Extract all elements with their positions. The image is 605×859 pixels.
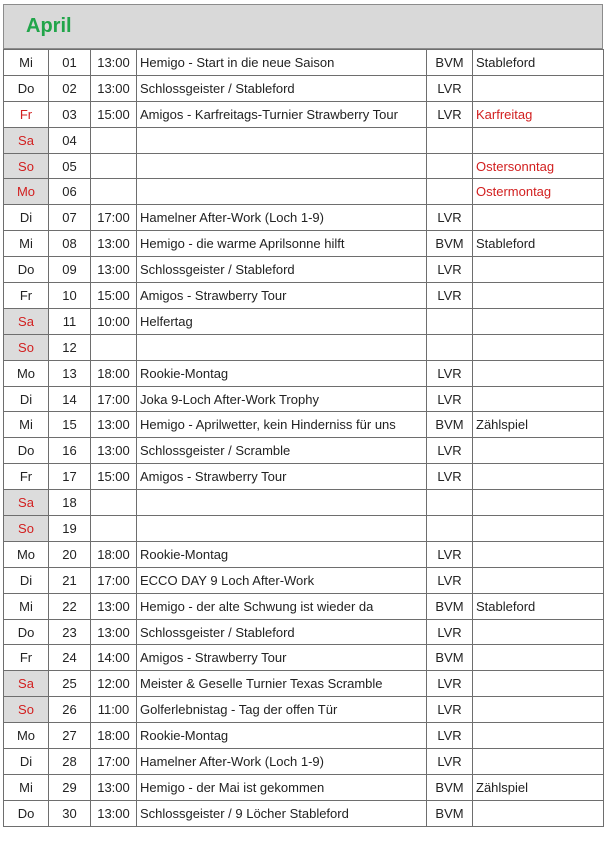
organizer-cell: BVM	[427, 593, 473, 619]
time-cell: 14:00	[91, 645, 137, 671]
note-cell	[473, 205, 604, 231]
event-cell: Rookie-Montag	[137, 723, 427, 749]
table-row	[4, 516, 604, 542]
date-cell: 06	[49, 179, 91, 205]
note-cell: Stableford	[473, 50, 604, 76]
time-cell: 17:00	[91, 386, 137, 412]
event-cell	[137, 127, 427, 153]
events-table	[3, 49, 604, 827]
date-cell: 05	[49, 153, 91, 179]
event-cell: Joka 9-Loch After-Work Trophy	[137, 386, 427, 412]
note-cell	[473, 516, 604, 542]
day-cell: Sa	[4, 490, 49, 516]
table-row	[4, 75, 604, 101]
table-row	[4, 645, 604, 671]
event-cell: Rookie-Montag	[137, 541, 427, 567]
date-cell: 04	[49, 127, 91, 153]
event-cell: Schlossgeister / 9 Löcher Stableford	[137, 800, 427, 826]
event-cell: Hamelner After-Work (Loch 1-9)	[137, 749, 427, 775]
organizer-cell: LVR	[427, 464, 473, 490]
date-cell: 27	[49, 723, 91, 749]
organizer-cell: LVR	[427, 205, 473, 231]
note-cell: Zählspiel	[473, 774, 604, 800]
organizer-cell	[427, 179, 473, 205]
date-cell: 28	[49, 749, 91, 775]
note-cell	[473, 645, 604, 671]
time-cell: 10:00	[91, 308, 137, 334]
note-cell	[473, 619, 604, 645]
organizer-cell: LVR	[427, 75, 473, 101]
note-cell: Zählspiel	[473, 412, 604, 438]
organizer-cell: LVR	[427, 749, 473, 775]
time-cell: 13:00	[91, 257, 137, 283]
time-cell	[91, 516, 137, 542]
event-cell: Rookie-Montag	[137, 360, 427, 386]
date-cell: 03	[49, 101, 91, 127]
date-cell: 22	[49, 593, 91, 619]
day-cell: Mo	[4, 360, 49, 386]
note-cell: Karfreitag	[473, 101, 604, 127]
table-row	[4, 386, 604, 412]
day-cell: Di	[4, 567, 49, 593]
date-cell: 21	[49, 567, 91, 593]
day-cell: Mi	[4, 231, 49, 257]
table-row	[4, 127, 604, 153]
time-cell: 13:00	[91, 75, 137, 101]
note-cell	[473, 438, 604, 464]
time-cell: 15:00	[91, 101, 137, 127]
day-cell: Fr	[4, 464, 49, 490]
note-cell	[473, 334, 604, 360]
table-row	[4, 231, 604, 257]
day-cell: Mo	[4, 723, 49, 749]
date-cell: 24	[49, 645, 91, 671]
event-cell: Schlossgeister / Stableford	[137, 619, 427, 645]
event-cell: Hemigo - der alte Schwung ist wieder da	[137, 593, 427, 619]
date-cell: 29	[49, 774, 91, 800]
organizer-cell: LVR	[427, 671, 473, 697]
date-cell: 25	[49, 671, 91, 697]
table-row	[4, 50, 604, 76]
organizer-cell: LVR	[427, 360, 473, 386]
note-cell	[473, 567, 604, 593]
note-cell	[473, 386, 604, 412]
organizer-cell: LVR	[427, 283, 473, 309]
date-cell: 26	[49, 697, 91, 723]
event-cell	[137, 516, 427, 542]
time-cell: 13:00	[91, 800, 137, 826]
event-cell: Meister & Geselle Turnier Texas Scramble	[137, 671, 427, 697]
event-cell: Hemigo - der Mai ist gekommen	[137, 774, 427, 800]
table-row	[4, 153, 604, 179]
day-cell: Sa	[4, 308, 49, 334]
table-row	[4, 774, 604, 800]
organizer-cell: LVR	[427, 567, 473, 593]
event-cell: Schlossgeister / Stableford	[137, 75, 427, 101]
date-cell: 11	[49, 308, 91, 334]
time-cell: 13:00	[91, 438, 137, 464]
table-row	[4, 490, 604, 516]
day-cell: Sa	[4, 671, 49, 697]
organizer-cell: BVM	[427, 231, 473, 257]
date-cell: 10	[49, 283, 91, 309]
event-cell: Hamelner After-Work (Loch 1-9)	[137, 205, 427, 231]
day-cell: Mi	[4, 412, 49, 438]
date-cell: 17	[49, 464, 91, 490]
date-cell: 13	[49, 360, 91, 386]
organizer-cell: BVM	[427, 412, 473, 438]
month-title: April	[26, 15, 72, 37]
day-cell: Mo	[4, 541, 49, 567]
day-cell: So	[4, 334, 49, 360]
date-cell: 18	[49, 490, 91, 516]
time-cell: 11:00	[91, 697, 137, 723]
note-cell	[473, 360, 604, 386]
day-cell: Fr	[4, 645, 49, 671]
event-cell	[137, 334, 427, 360]
note-cell: Stableford	[473, 231, 604, 257]
time-cell	[91, 490, 137, 516]
event-cell: Amigos - Strawberry Tour	[137, 645, 427, 671]
event-cell: Amigos - Karfreitags-Turnier Strawberry Tour	[137, 101, 427, 127]
day-cell: Do	[4, 800, 49, 826]
organizer-cell: BVM	[427, 774, 473, 800]
note-cell: Stableford	[473, 593, 604, 619]
table-row	[4, 697, 604, 723]
time-cell: 15:00	[91, 283, 137, 309]
table-row	[4, 541, 604, 567]
date-cell: 07	[49, 205, 91, 231]
day-cell: Do	[4, 438, 49, 464]
date-cell: 08	[49, 231, 91, 257]
organizer-cell	[427, 308, 473, 334]
organizer-cell: BVM	[427, 800, 473, 826]
time-cell: 15:00	[91, 464, 137, 490]
date-cell: 12	[49, 334, 91, 360]
organizer-cell: BVM	[427, 645, 473, 671]
time-cell: 18:00	[91, 541, 137, 567]
event-cell: Golferlebnistag - Tag der offen Tür	[137, 697, 427, 723]
time-cell: 13:00	[91, 412, 137, 438]
time-cell: 18:00	[91, 723, 137, 749]
table-row	[4, 308, 604, 334]
time-cell	[91, 179, 137, 205]
day-cell: Mo	[4, 179, 49, 205]
note-cell	[473, 723, 604, 749]
day-cell: Di	[4, 205, 49, 231]
note-cell	[473, 697, 604, 723]
day-cell: Do	[4, 75, 49, 101]
time-cell	[91, 153, 137, 179]
table-row	[4, 334, 604, 360]
organizer-cell: LVR	[427, 257, 473, 283]
date-cell: 09	[49, 257, 91, 283]
note-cell	[473, 671, 604, 697]
table-row	[4, 360, 604, 386]
time-cell	[91, 334, 137, 360]
date-cell: 14	[49, 386, 91, 412]
note-cell	[473, 257, 604, 283]
organizer-cell	[427, 334, 473, 360]
time-cell: 12:00	[91, 671, 137, 697]
note-cell	[473, 283, 604, 309]
organizer-cell: BVM	[427, 50, 473, 76]
table-row	[4, 723, 604, 749]
note-cell	[473, 490, 604, 516]
day-cell: Sa	[4, 127, 49, 153]
event-cell: Hemigo - Start in die neue Saison	[137, 50, 427, 76]
event-cell: Hemigo - die warme Aprilsonne hilft	[137, 231, 427, 257]
day-cell: So	[4, 153, 49, 179]
note-cell: Ostersonntag	[473, 153, 604, 179]
date-cell: 20	[49, 541, 91, 567]
date-cell: 01	[49, 50, 91, 76]
day-cell: So	[4, 697, 49, 723]
event-cell: Schlossgeister / Scramble	[137, 438, 427, 464]
time-cell: 13:00	[91, 231, 137, 257]
event-cell: Helfertag	[137, 308, 427, 334]
time-cell: 13:00	[91, 774, 137, 800]
table-row	[4, 101, 604, 127]
organizer-cell: LVR	[427, 619, 473, 645]
day-cell: Mi	[4, 774, 49, 800]
organizer-cell: LVR	[427, 697, 473, 723]
time-cell: 18:00	[91, 360, 137, 386]
day-cell: Fr	[4, 101, 49, 127]
table-row	[4, 438, 604, 464]
note-cell	[473, 749, 604, 775]
table-row	[4, 593, 604, 619]
table-row	[4, 179, 604, 205]
organizer-cell: LVR	[427, 541, 473, 567]
table-row	[4, 749, 604, 775]
day-cell: Do	[4, 619, 49, 645]
event-cell: ECCO DAY 9 Loch After-Work	[137, 567, 427, 593]
event-cell: Hemigo - Aprilwetter, kein Hinderniss für uns	[137, 412, 427, 438]
organizer-cell: LVR	[427, 101, 473, 127]
note-cell	[473, 800, 604, 826]
table-row	[4, 800, 604, 826]
organizer-cell	[427, 153, 473, 179]
table-row	[4, 671, 604, 697]
table-row	[4, 205, 604, 231]
organizer-cell: LVR	[427, 723, 473, 749]
day-cell: Do	[4, 257, 49, 283]
date-cell: 16	[49, 438, 91, 464]
organizer-cell	[427, 127, 473, 153]
table-row	[4, 283, 604, 309]
time-cell: 17:00	[91, 205, 137, 231]
date-cell: 30	[49, 800, 91, 826]
note-cell: Ostermontag	[473, 179, 604, 205]
day-cell: Di	[4, 386, 49, 412]
event-cell: Amigos - Strawberry Tour	[137, 464, 427, 490]
date-cell: 15	[49, 412, 91, 438]
day-cell: Mi	[4, 593, 49, 619]
table-row	[4, 412, 604, 438]
month-header	[3, 4, 603, 49]
day-cell: So	[4, 516, 49, 542]
note-cell	[473, 464, 604, 490]
organizer-cell	[427, 490, 473, 516]
time-cell: 13:00	[91, 50, 137, 76]
table-row	[4, 464, 604, 490]
event-cell: Schlossgeister / Stableford	[137, 257, 427, 283]
time-cell	[91, 127, 137, 153]
time-cell: 13:00	[91, 593, 137, 619]
date-cell: 19	[49, 516, 91, 542]
day-cell: Fr	[4, 283, 49, 309]
event-cell	[137, 153, 427, 179]
table-row	[4, 257, 604, 283]
note-cell	[473, 75, 604, 101]
time-cell: 13:00	[91, 619, 137, 645]
event-cell: Amigos - Strawberry Tour	[137, 283, 427, 309]
date-cell: 02	[49, 75, 91, 101]
organizer-cell: LVR	[427, 386, 473, 412]
day-cell: Mi	[4, 50, 49, 76]
event-cell	[137, 490, 427, 516]
note-cell	[473, 308, 604, 334]
date-cell: 23	[49, 619, 91, 645]
time-cell: 17:00	[91, 749, 137, 775]
organizer-cell	[427, 516, 473, 542]
calendar-sheet	[3, 4, 603, 827]
event-cell	[137, 179, 427, 205]
note-cell	[473, 541, 604, 567]
time-cell: 17:00	[91, 567, 137, 593]
day-cell: Di	[4, 749, 49, 775]
organizer-cell: LVR	[427, 438, 473, 464]
table-row	[4, 619, 604, 645]
note-cell	[473, 127, 604, 153]
table-row	[4, 567, 604, 593]
